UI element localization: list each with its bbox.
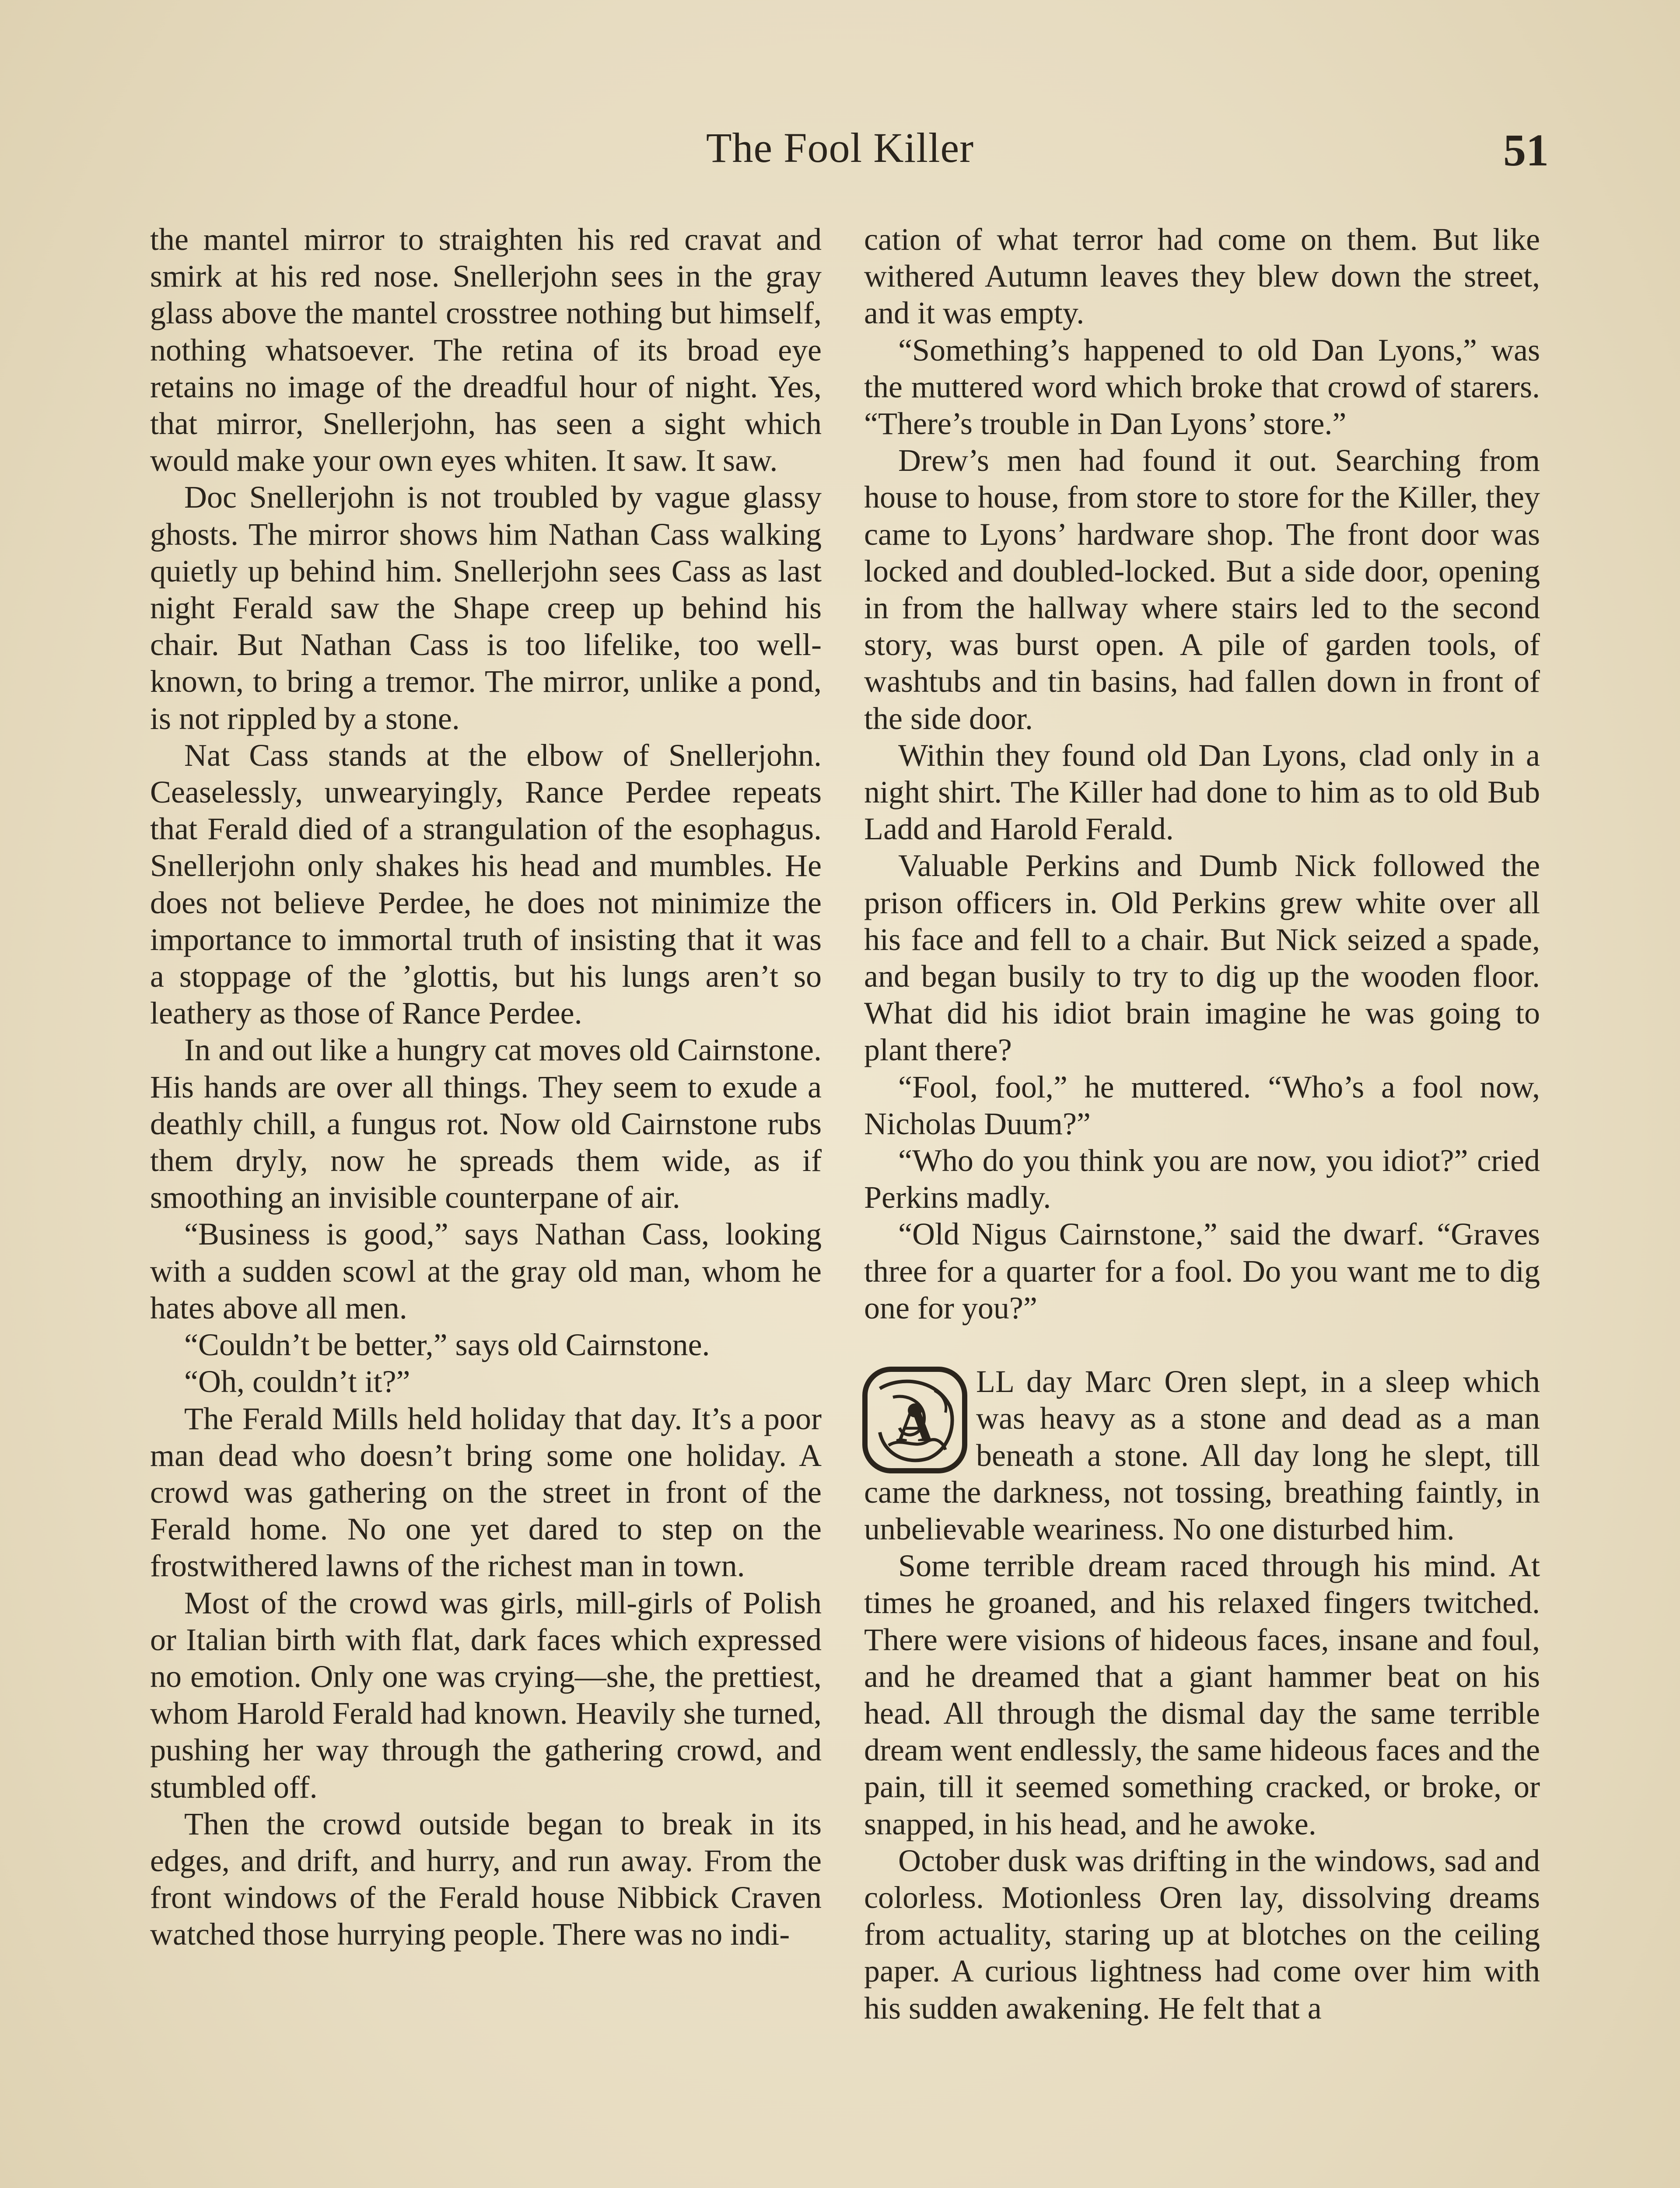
drop-cap-paragraph-text: LL day Marc Oren slept, in a sleep which was heavy as a stone and dead as a man beneath a stone. All day long he slept, till came the darkness, not tossing, breathing faintly, in unbelievable weariness. No one disturbed him. [864, 1364, 1540, 1546]
page-number: 51 [1503, 125, 1549, 175]
paragraph: In and out like a hungry cat moves old Cairnstone. His hands are over all things. They seem to exude a deathly chill, a fungus rot. Now old Cairnstone rubs them dryly, now he spreads them wide, as if smoothing an invisible counterpane of air. [150, 1032, 822, 1215]
paragraph: cation of what terror had come on them. But like withered Autumn leaves they blew down the street, and it was empty. [864, 222, 1540, 331]
paragraph: “Couldn’t be better,” says old Cairnstone. [184, 1327, 710, 1363]
section-break [864, 1326, 1540, 1363]
paragraph: Most of the crowd was girls, mill-girls of Polish or Italian birth with flat, dark faces which expressed no emotion. Only one was crying—she, the prettiest, whom Harold Ferald had known. Heavily she turned, pushing her way through the gathering crowd, and stumbled off. [150, 1585, 822, 1805]
paragraph: “Oh, couldn’t it?” [184, 1364, 410, 1399]
paragraph: Nat Cass stands at the elbow of Snellerjohn. Ceaselessly, unwearyingly, Rance Perdee repeats that Ferald died of a strangulation of the esophagus. Snellerjohn only shakes his head and mumbles. He does not believe Perdee, he does not minimize the importance to immortal truth of insisting that it was a stoppage of the ’glottis, but his lungs aren’t so leathery as those of Rance Perdee. [150, 737, 822, 1031]
paragraph: Valuable Perkins and Dumb Nick followed the prison officers in. Old Perkins grew white over all his face and fell to a chair. But Nick seized a spade, and began busily to try to dig up the wooden floor. What did his idiot brain imagine he was going to plant there? [864, 848, 1540, 1068]
paragraph: “Who do you think you are now, you idiot?” cried Perkins madly. [864, 1143, 1540, 1215]
drop-cap-paragraph [864, 1363, 1540, 1547]
svg-text:A: A [896, 1394, 934, 1453]
running-head-title: The Fool Killer [706, 124, 974, 171]
paragraph: Within they found old Dan Lyons, clad only in a night shirt. The Killer had done to him as to old Bub Ladd and Harold Ferald. [864, 737, 1540, 847]
right-column [864, 221, 1540, 2027]
paragraph: Some terrible dream raced through his mind. At times he groaned, and his relaxed fingers twitched. There were visions of hideous faces, insane and foul, and he dreamed that a giant hammer beat on his head. All through the dismal day the same terrible dream went endlessly, the same hideous faces and the pain, till it seemed something cracked, or broke, or snapped, in his head, and he awoke. [864, 1548, 1540, 1841]
paragraph: “Old Nigus Cairnstone,” said the dwarf. “Graves three for a quarter for a fool. Do you want me to dig one for you?” [864, 1217, 1540, 1325]
paragraph: The Ferald Mills held holiday that day. It’s a poor man dead who doesn’t bring some one holiday. A crowd was gathering on the street in front of the Ferald home. No one yet dared to step on the frostwithered lawns of the richest man in town. [150, 1401, 822, 1584]
left-column [150, 221, 822, 1953]
paragraph: October dusk was drifting in the windows, sad and colorless. Motionless Oren lay, dissolving dreams from actuality, staring up at blotches on the ceiling paper. A curious lightness had come over him with his sudden awakening. He felt that a [864, 1843, 1540, 2026]
decorative-drop-cap-icon [862, 1367, 967, 1473]
paragraph: Doc Snellerjohn is not troubled by vague glassy ghosts. The mirror shows him Nathan Cass walking quietly up behind him. Snellerjohn sees Cass as last night Ferald saw the Shape creep up behind his chair. But Nathan Cass is too lifelike, too well-known, to bring a tremor. The mirror, unlike a pond, is not rippled by a stone. [150, 480, 822, 736]
paragraph: Then the crowd outside began to break in its edges, and drift, and hurry, and run away. From the front windows of the Ferald house Nibbick Craven watched those hurrying people. There was no indi- [150, 1806, 822, 1952]
paragraph: “Business is good,” says Nathan Cass, looking with a sudden scowl at the gray old man, whom he hates above all men. [150, 1217, 822, 1325]
paragraph: “Something’s happened to old Dan Lyons,” was the muttered word which broke that crowd of starers. “There’s trouble in Dan Lyons’ store.” [864, 332, 1540, 442]
paragraph: the mantel mirror to straighten his red cravat and smirk at his red nose. Snellerjohn sees in the gray glass above the mantel crosstree nothing but himself, nothing whatsoever. The retina of its broad eye retains no image of the dreadful hour of night. Yes, that mirror, Snellerjohn, has seen a sight which would make your own eyes whiten. It saw. It saw. [150, 222, 822, 478]
paragraph: “Fool, fool,” he muttered. “Who’s a fool now, Nicholas Duum?” [864, 1069, 1540, 1141]
paragraph: Drew’s men had found it out. Searching from house to house, from store to store for the Killer, they came to Lyons’ hardware shop. The front door was locked and doubled-locked. But a side door, opening in from the hallway where stairs led to the second story, was burst open. A pile of garden tools, of washtubs and tin basins, had fallen down in front of the side door. [864, 443, 1540, 736]
